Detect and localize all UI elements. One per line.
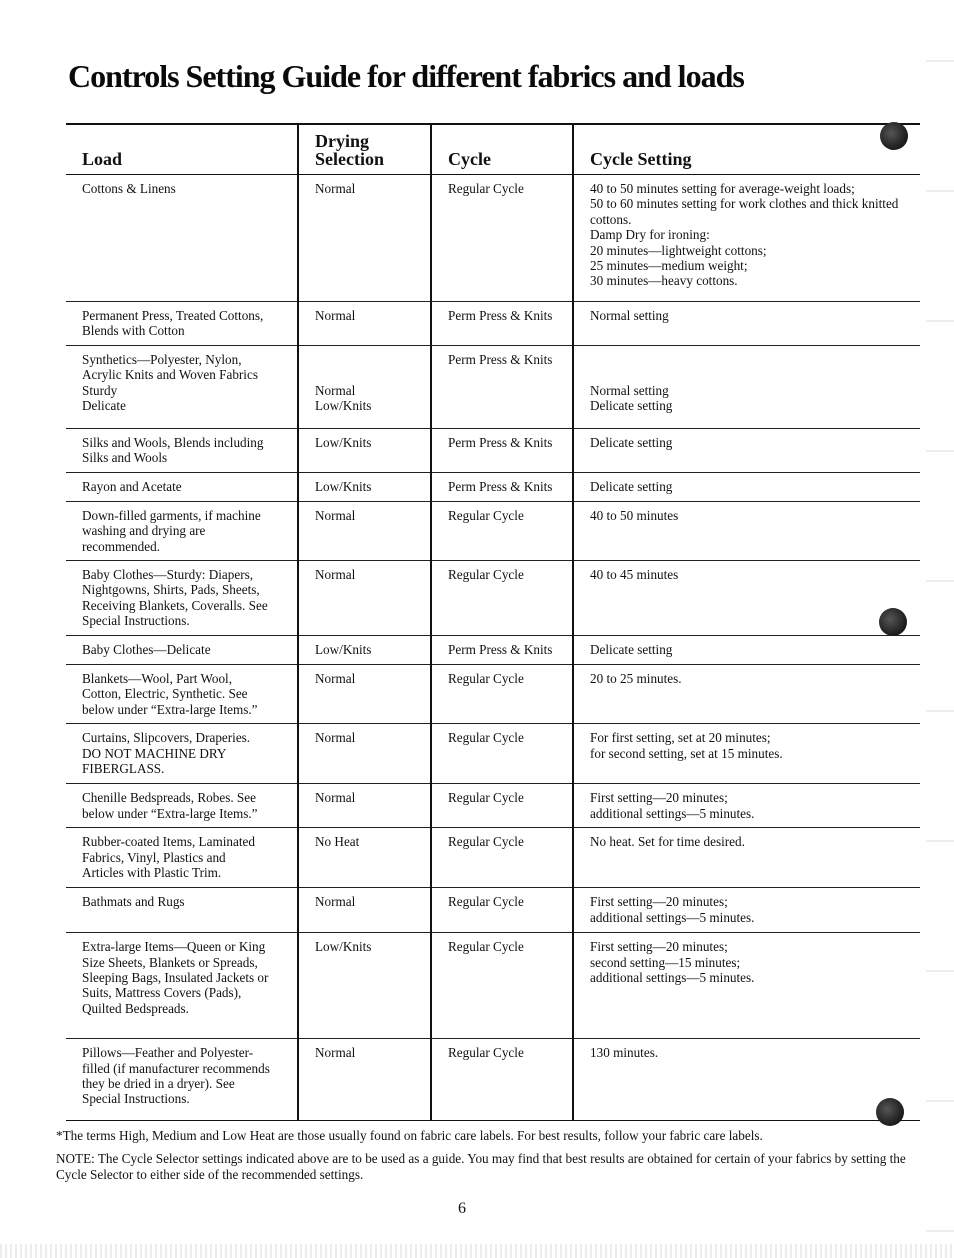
load-cell: Extra-large Items—Queen or King Size Sheets, Blankets or Spreads, Sleeping Bags, Insulated Jackets or Suits, Mattress Covers (Pads), Quilted Bedspreads. [66, 933, 298, 1039]
load-cell: Baby Clothes—Delicate [66, 636, 298, 665]
cycle-cell: Regular Cycle [431, 1039, 573, 1121]
table-row [66, 665, 920, 724]
punch-hole-middle [879, 608, 907, 636]
table-body [66, 175, 920, 1121]
load-cell: Rayon and Acetate [66, 472, 298, 501]
load-cell: Cottons & Linens [66, 175, 298, 302]
drying-selection-cell: Normal [298, 724, 431, 784]
drying-selection-cell: Normal [298, 561, 431, 636]
cycle-cell: Regular Cycle [431, 888, 573, 933]
cycle-cell: Regular Cycle [431, 828, 573, 888]
table-row [66, 429, 920, 473]
header-cycle-setting: Cycle Setting [573, 124, 920, 175]
load-cell: Permanent Press, Treated Cottons, Blends with Cotton [66, 302, 298, 346]
table-row [66, 346, 920, 429]
cycle-setting-cell: 40 to 50 minutes [573, 501, 920, 560]
load-cell: Rubber-coated Items, Laminated Fabrics, Vinyl, Plastics and Articles with Plastic Trim. [66, 828, 298, 888]
drying-selection-cell: Normal [298, 1039, 431, 1121]
load-cell: Bathmats and Rugs [66, 888, 298, 933]
load-cell: Curtains, Slipcovers, Draperies. DO NOT MACHINE DRY FIBERGLASS. [66, 724, 298, 784]
cycle-setting-cell: Delicate setting [573, 429, 920, 473]
drying-selection-cell: Low/Knits [298, 636, 431, 665]
table-row [66, 501, 920, 560]
cycle-setting-cell: First setting—20 minutes; additional settings—5 minutes. [573, 784, 920, 828]
cycle-cell: Perm Press & Knits [431, 346, 573, 429]
header-cycle: Cycle [431, 124, 573, 175]
table-row [66, 472, 920, 501]
table-row [66, 888, 920, 933]
table-row [66, 933, 920, 1039]
cycle-setting-cell: Normal setting [573, 302, 920, 346]
table-row [66, 561, 920, 636]
cycle-setting-cell: 130 minutes. [573, 1039, 920, 1121]
load-cell: Blankets—Wool, Part Wool, Cotton, Electric, Synthetic. See below under “Extra-large Items.” [66, 665, 298, 724]
table-row [66, 636, 920, 665]
drying-selection-cell: Normal [298, 501, 431, 560]
cycle-setting-cell: First setting—20 minutes; second setting—15 minutes; additional settings—5 minutes. [573, 933, 920, 1039]
load-cell: Silks and Wools, Blends including Silks and Wools [66, 429, 298, 473]
cycle-cell: Perm Press & Knits [431, 636, 573, 665]
drying-selection-cell: Normal [298, 784, 431, 828]
table-row [66, 828, 920, 888]
cycle-cell: Regular Cycle [431, 784, 573, 828]
cycle-cell: Regular Cycle [431, 724, 573, 784]
table-row [66, 784, 920, 828]
cycle-cell: Regular Cycle [431, 665, 573, 724]
page-title: Controls Setting Guide for different fabrics and loads [68, 58, 744, 94]
load-cell: Synthetics—Polyester, Nylon, Acrylic Knits and Woven Fabrics Sturdy Delicate [66, 346, 298, 429]
drying-selection-cell: Normal [298, 175, 431, 302]
drying-selection-cell: Normal [298, 665, 431, 724]
cycle-setting-cell: Delicate setting [573, 472, 920, 501]
cycle-setting-cell: Normal setting Delicate setting [573, 346, 920, 429]
footnote: *The terms High, Medium and Low Heat are those usually found on fabric care labels. For best results, follow your fabric care labels. [56, 1128, 763, 1143]
drying-selection-cell: No Heat [298, 828, 431, 888]
table-row [66, 302, 920, 346]
drying-selection-cell: Normal [298, 302, 431, 346]
drying-selection-cell: Low/Knits [298, 933, 431, 1039]
controls-setting-table [66, 123, 920, 1121]
load-cell: Baby Clothes—Sturdy: Diapers, Nightgowns, Shirts, Pads, Sheets, Receiving Blankets, Coveralls. See Special Instructions. [66, 561, 298, 636]
drying-selection-cell: Low/Knits [298, 429, 431, 473]
table-row [66, 724, 920, 784]
cycle-cell: Regular Cycle [431, 501, 573, 560]
page-number: 6 [458, 1200, 466, 1217]
cycle-setting-cell: First setting—20 minutes; additional settings—5 minutes. [573, 888, 920, 933]
header-load: Load [66, 124, 298, 175]
load-cell: Down-filled garments, if machine washing and drying are recommended. [66, 501, 298, 560]
table-header-row [66, 124, 920, 175]
cycle-setting-cell: Delicate setting [573, 636, 920, 665]
load-cell: Chenille Bedspreads, Robes. See below under “Extra-large Items.” [66, 784, 298, 828]
scan-bottom-artifact [0, 1244, 954, 1258]
scan-edge-artifact [926, 0, 954, 1258]
cycle-setting-cell: No heat. Set for time desired. [573, 828, 920, 888]
header-drying-selection: Drying Selection [298, 124, 431, 175]
cycle-cell: Regular Cycle [431, 175, 573, 302]
drying-selection-cell: Normal [298, 888, 431, 933]
drying-selection-cell: Low/Knits [298, 472, 431, 501]
cycle-setting-cell: For first setting, set at 20 minutes; for second setting, set at 15 minutes. [573, 724, 920, 784]
drying-selection-cell: Normal Low/Knits [298, 346, 431, 429]
cycle-cell: Regular Cycle [431, 561, 573, 636]
cycle-cell: Regular Cycle [431, 933, 573, 1039]
cycle-setting-cell: 20 to 25 minutes. [573, 665, 920, 724]
cycle-setting-cell: 40 to 45 minutes [573, 561, 920, 636]
cycle-cell: Perm Press & Knits [431, 472, 573, 501]
table-row [66, 1039, 920, 1121]
cycle-cell: Perm Press & Knits [431, 429, 573, 473]
load-cell: Pillows—Feather and Polyester- filled (if manufacturer recommends they be dried in a dryer). See Special Instructions. [66, 1039, 298, 1121]
cycle-setting-cell: 40 to 50 minutes setting for average-weight loads; 50 to 60 minutes setting for work clothes and thick knitted cottons. Damp Dry for ironing: 20 minutes—lightweight cottons; 25 minutes—medium weight; 30 minutes—heavy cottons. [573, 175, 920, 302]
note: NOTE: The Cycle Selector settings indicated above are to be used as a guide. You may find that best results are obtained for certain of your fabrics by setting the Cycle Selector to either side of the recommended settings. [56, 1151, 906, 1182]
table-row [66, 175, 920, 302]
punch-hole-bottom [876, 1098, 904, 1126]
cycle-cell: Perm Press & Knits [431, 302, 573, 346]
punch-hole-top [880, 122, 908, 150]
